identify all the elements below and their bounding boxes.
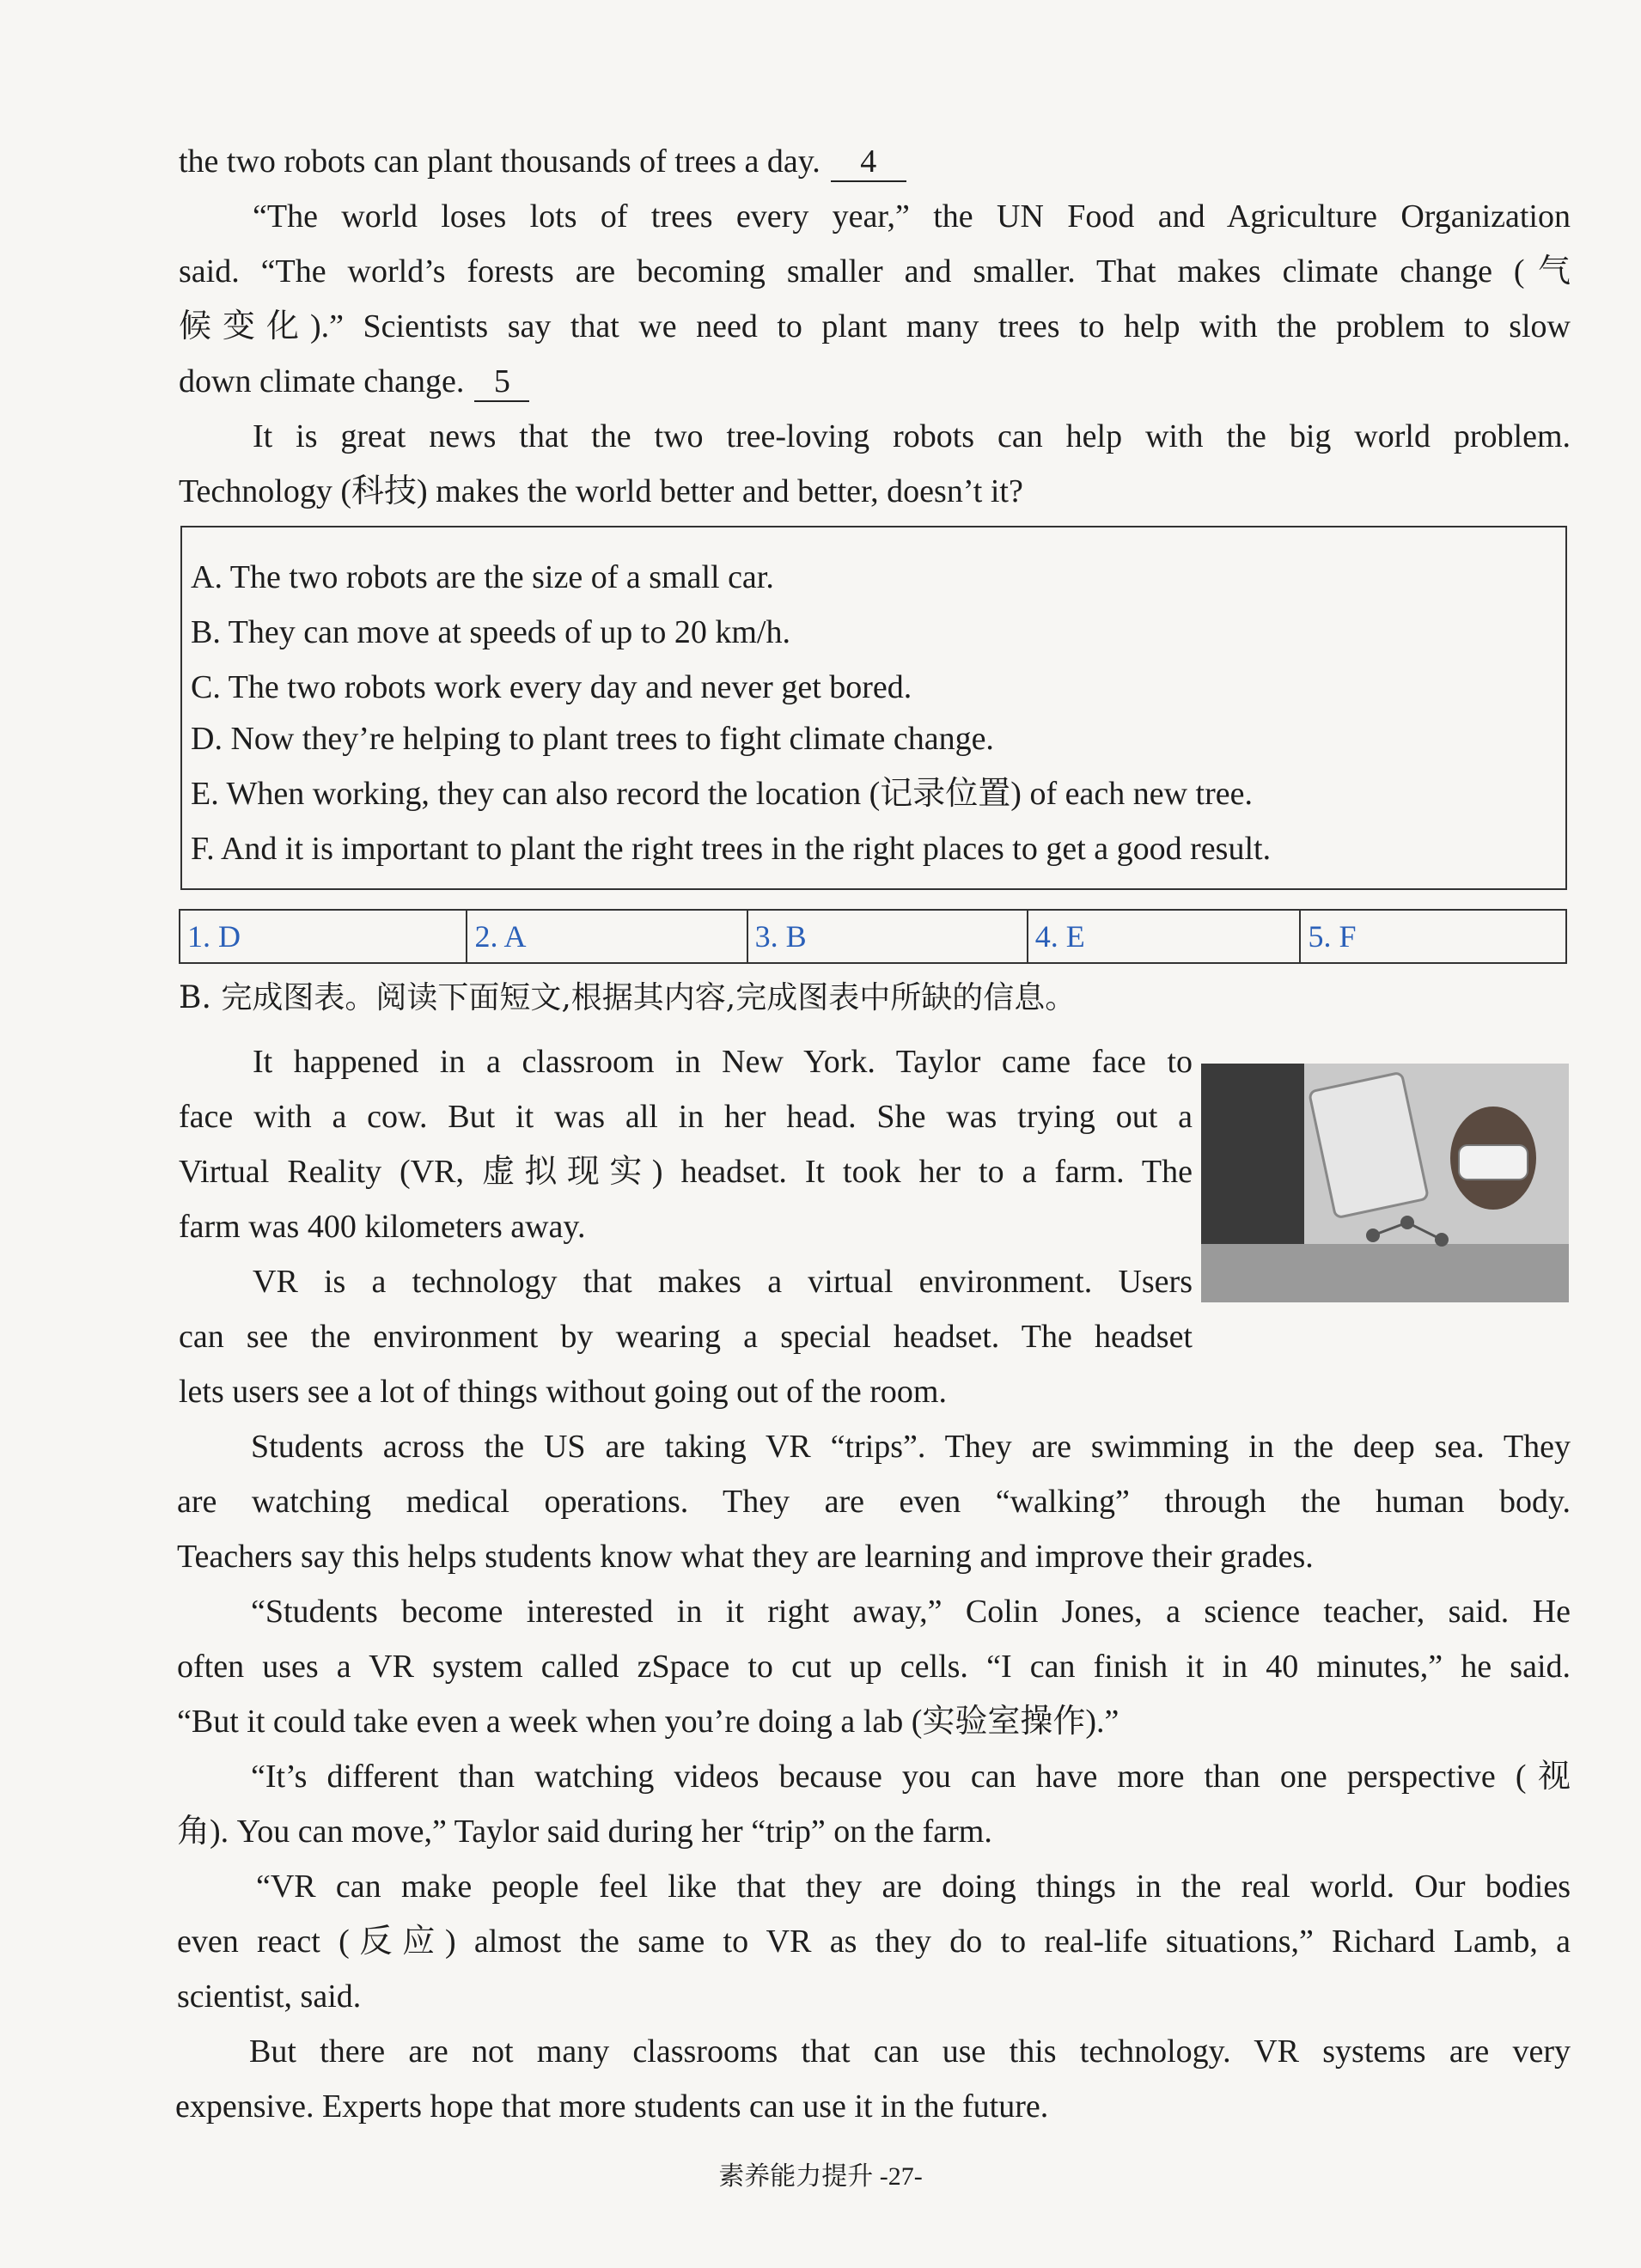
text-line: can see the environment by wearing a special headset. The headset — [179, 1319, 1193, 1355]
page-footer: 素养能力提升 -27- — [718, 2162, 923, 2191]
text-line: Technology (科技) makes the world better and better, doesn’t it? — [179, 473, 1023, 509]
text-line: down climate change. — [179, 363, 465, 399]
text-line: “It’s different than watching videos because you can have more than one perspective (视 — [251, 1759, 1571, 1795]
answer-blank-4: 4 — [831, 143, 906, 182]
answer-blank-5: 5 — [474, 363, 529, 402]
paragraph-vr-7 — [175, 2024, 1571, 2134]
option-b: B. They can move at speeds of up to 20 km/h. — [191, 614, 790, 650]
options-box — [180, 526, 1567, 890]
text-line: the two robots can plant thousands of trees a day. — [179, 143, 820, 180]
text-line: But there are not many classrooms that can use this technology. VR systems are very — [249, 2033, 1571, 2070]
text-line: It is great news that the two tree-loving robots can help with the big world problem. — [253, 418, 1571, 454]
text-line: 角). You can move,” Taylor said during her “trip” on the farm. — [177, 1814, 992, 1850]
section-b-title: B. 完成图表。阅读下面短文,根据其内容,完成图表中所缺的信息。 — [179, 980, 1077, 1015]
text-line: said. “The world’s forests are becoming smaller and smaller. That makes climate change (气 — [179, 253, 1571, 290]
answer-cell: 5. F — [1300, 910, 1566, 963]
answer-cell: 2. A — [467, 910, 747, 963]
option-c: C. The two robots work every day and never get bored. — [191, 669, 912, 705]
paragraph-vr-6 — [177, 1859, 1571, 2024]
text-line: Teachers say this helps students know what they are learning and improve their grades. — [177, 1539, 1314, 1575]
paragraph-vr-3 — [177, 1419, 1571, 1584]
text-line: “VR can make people feel like that they are doing things in the real world. Our bodies — [256, 1869, 1571, 1905]
paragraph-un — [179, 189, 1571, 409]
answer-cell: 4. E — [1028, 910, 1301, 963]
text-line: are watching medical operations. They are even “walking” through the human body. — [177, 1484, 1571, 1520]
text-line: even react (反应) almost the same to VR as they do to real-life situations,” Richard Lamb, a — [177, 1924, 1571, 1960]
option-e: E. When working, they can also record the location (记录位置) of each new tree. — [191, 776, 1253, 812]
option-a: A. The two robots are the size of a small car. — [191, 559, 774, 595]
text-line: expensive. Experts hope that more students can use it in the future. — [175, 2088, 1049, 2125]
table-row — [180, 910, 1566, 963]
paragraph-vr-2 — [179, 1254, 1193, 1419]
text-line: Virtual Reality (VR, 虚拟现实) headset. It took her to a farm. The — [179, 1154, 1193, 1190]
paragraph-vr-1 — [179, 1034, 1193, 1254]
text-line: It happened in a classroom in New York. Taylor came face to — [253, 1044, 1193, 1080]
answer-cell: 1. D — [180, 910, 467, 963]
text-line: “Students become interested in it right away,” Colin Jones, a science teacher, said. He — [251, 1594, 1571, 1630]
text-line: “The world loses lots of trees every year,” the UN Food and Agriculture Organization — [253, 198, 1571, 235]
text-line: Students across the US are taking VR “trips”. They are swimming in the deep sea. They — [251, 1429, 1571, 1465]
text-line: “But it could take even a week when you’re doing a lab (实验室操作).” — [177, 1704, 1119, 1740]
text-line: scientist, said. — [177, 1978, 362, 2015]
text-line: farm was 400 kilometers away. — [179, 1209, 586, 1245]
text-line: 候变化).” Scientists say that we need to plant many trees to help with the problem to slow — [179, 308, 1571, 344]
text-line: often uses a VR system called zSpace to cut up cells. “I can finish it in 40 minutes,” he said. — [177, 1649, 1571, 1685]
text-line: lets users see a lot of things without going out of the room. — [179, 1374, 947, 1410]
vr-photo-illustration — [1201, 1064, 1569, 1302]
answer-table — [179, 909, 1567, 964]
paragraph-news — [179, 409, 1571, 519]
text-line: VR is a technology that makes a virtual environment. Users — [253, 1264, 1193, 1300]
option-d: D. Now they’re helping to plant trees to fight climate change. — [191, 721, 994, 757]
text-line: face with a cow. But it was all in her head. She was trying out a — [179, 1099, 1193, 1135]
vr-headset-photo — [1201, 1064, 1569, 1302]
paragraph-top — [179, 134, 1571, 189]
option-f: F. And it is important to plant the right trees in the right places to get a good result. — [191, 831, 1272, 867]
paragraph-vr-4 — [177, 1584, 1571, 1749]
paragraph-vr-5 — [177, 1749, 1571, 1859]
answer-cell: 3. B — [747, 910, 1028, 963]
